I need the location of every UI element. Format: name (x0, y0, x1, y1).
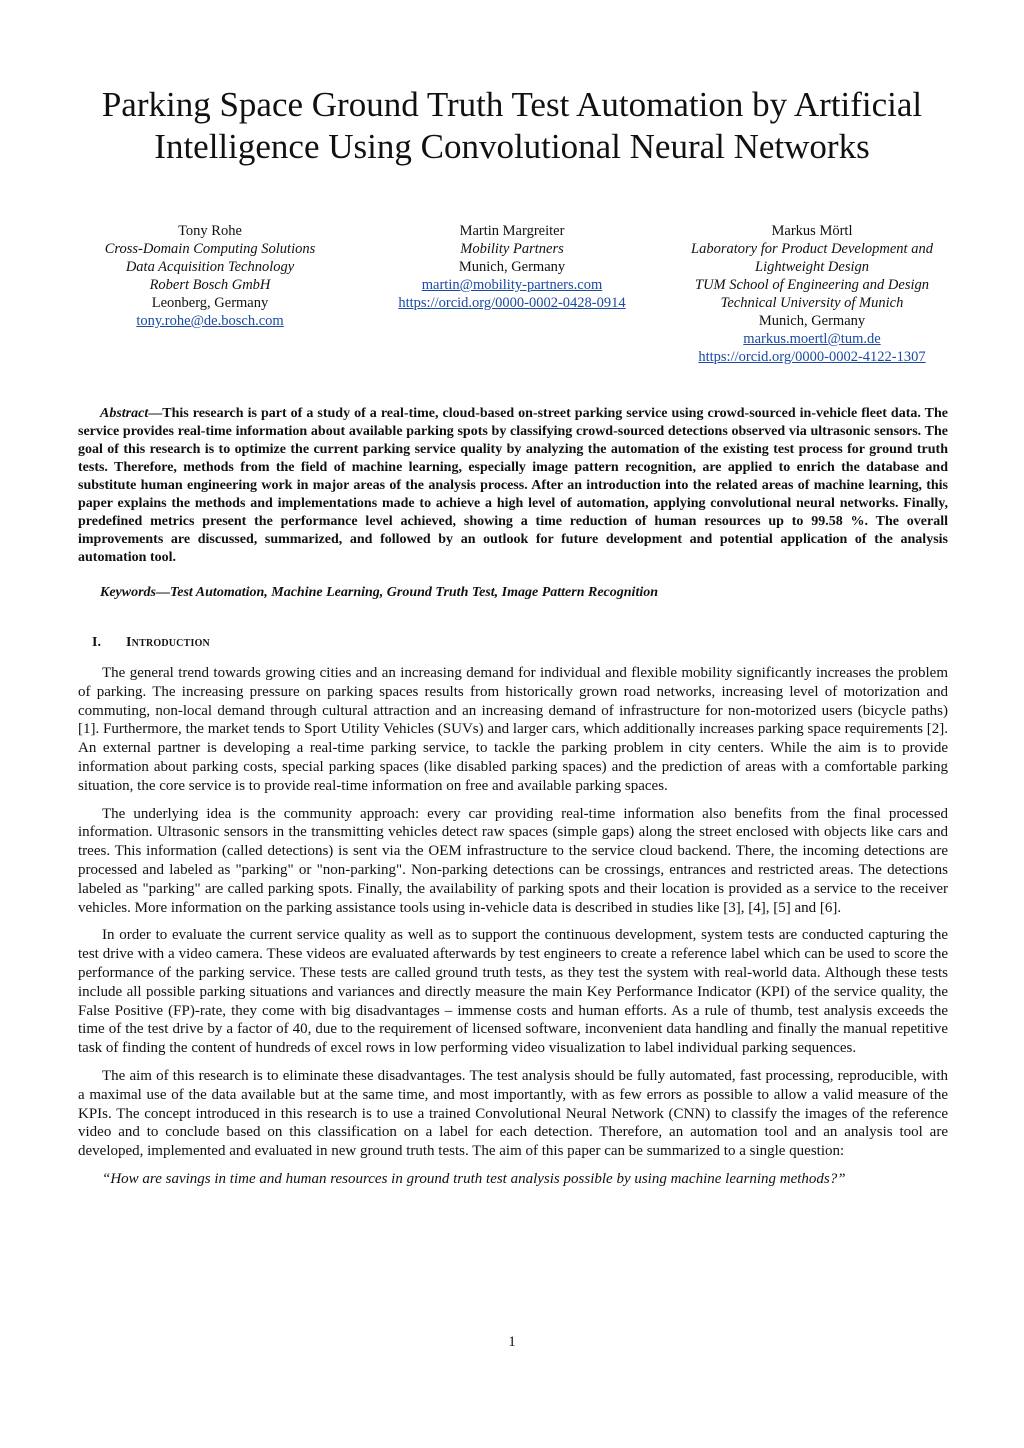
abstract-dash: — (148, 406, 163, 421)
paragraph: In order to evaluate the current service quality as well as to support the continuous development, system tests are conducted capturing the test drive with a video camera. These videos are evaluated afterwards by test engineers to create a reference label which can be used to score the performance of the parking service. These tests are called ground truth tests, as they test the system with real-world data. Although these tests include all possible parking situations and variances and directly measure the main Key Performance Indicator (KPI) of the service quality, the False Positive (FP)-rate, they come with big disadvantages – immense costs and human efforts. As a rule of thumb, test analysis exceeds the time of the test drive by a factor of 40, due to the requirement of licensed software, inconvenient data handling and finally the manual repetitive task of finding the content of hundreds of excel rows in low performing video visualization to label individual parking sequences. (78, 927, 948, 1057)
abstract-lead: Abstract (100, 406, 149, 421)
paper-title: Parking Space Ground Truth Test Automation by Artificial Intelligence Using Convolutional Neural Networks (101, 85, 923, 166)
author-orcid-link[interactable]: https://orcid.org/0000-0002-4122-1307 (698, 349, 926, 365)
research-question: “How are savings in time and human resources in ground truth test analysis possible by using machine learning methods?” (102, 1170, 846, 1187)
author-1 (60, 222, 360, 330)
author-affiliation: Data Acquisition Technology (125, 259, 295, 275)
author-orcid-link[interactable]: https://orcid.org/0000-0002-0428-0914 (398, 295, 626, 311)
page-number: 1 (508, 1334, 516, 1350)
author-location: Munich, Germany (758, 313, 866, 329)
author-email-link[interactable]: martin@mobility-partners.com (421, 277, 603, 293)
author-email-link[interactable]: markus.moertl@tum.de (743, 331, 881, 347)
paragraph: The underlying idea is the community approach: every car providing real-time information also benefits from the final processed information. Ultrasonic sensors in the transmitting vehicles detect raw spaces (simple gaps) along the street enclosed with objects like cars and trees. This information (called detections) is sent via the OEM infrastructure to the service cloud backend. There, the incoming detections are processed and labeled as "parking" or "non-parking". Non-parking detections can be crossings, entrances and restricted areas. The detections labeled as "parking" are called parking spots. Finally, the availability of parking spots and their location is provided as a service to the receiver vehicles. More information on the parking assistance tools using in-vehicle data is described in studies like [3], [4], [5] and [6]. (78, 805, 948, 916)
section-number: I. (92, 635, 101, 650)
author-location: Leonberg, Germany (151, 295, 269, 311)
author-name: Martin Margreiter (459, 223, 565, 239)
paragraph: The aim of this research is to eliminate these disadvantages. The test analysis should be fully automated, fast processing, reproducible, with a maximal use of the data available but at the same time, and most importantly, with as few errors as possible to allow a valid measure of the KPIs. The concept introduced in this research is to use a trained Convolutional Neural Network (CNN) to classify the images of the reference video and to conclude based on this classification on a label for each detection. Therefore, an automation tool and an analysis tool are developed, implemented and evaluated in new ground truth tests. The aim of this paper can be summarized to a single question: (78, 1067, 948, 1160)
author-3 (652, 222, 972, 366)
author-email-link[interactable]: tony.rohe@de.bosch.com (136, 313, 284, 329)
author-affiliation: Technical University of Munich (720, 295, 904, 311)
keywords: Keywords—Test Automation, Machine Learning, Ground Truth Test, Image Pattern Recognition (100, 585, 659, 600)
author-affiliation: Robert Bosch GmbH (149, 277, 271, 293)
author-affiliation: TUM School of Engineering and Design (695, 277, 929, 293)
paragraph: The general trend towards growing cities and an increasing demand for individual and flexible mobility significantly increases the problem of parking. The increasing pressure on parking spaces results from historically grown road networks, increasing level of motorization and commuting, non-local demand through cultural attraction and an increasing demand of infrastructure for non-motorized users (bicycle paths) [1]. Furthermore, the market tends to Sport Utility Vehicles (SUVs) and larger cars, which additionally increases parking space requirements [2]. An external partner is developing a real-time parking service, to tackle the parking problem in city centers. While the aim is to provide information about parking costs, special parking spaces (like disabled parking spaces) and the prediction of areas with a comfortable parking situation, the core service is to provide real-time information on free and available parking spaces. (78, 665, 948, 794)
author-affiliation: Cross-Domain Computing Solutions (104, 241, 316, 257)
abstract (78, 405, 948, 567)
author-name: Markus Mörtl (771, 223, 853, 239)
section-heading (78, 634, 210, 652)
author-affiliation: Mobility Partners (460, 241, 564, 257)
section-title: Introduction (126, 635, 210, 650)
author-affiliation: Laboratory for Product Development and (691, 241, 933, 257)
author-affiliation: Lightweight Design (755, 259, 869, 275)
body-text (78, 664, 948, 1198)
abstract-text: This research is part of a study of a real-time, cloud-based on-street parking service using crowd-sourced in-vehicle fleet data. The service provides real-time information about available parking spots by classifying crowd-sourced detections observed via ultrasonic sensors. The goal of this research is to optimize the current parking service quality by analyzing the automation of the existing test process for ground truth tests. Therefore, methods from the field of machine learning, especially image pattern recognition, are applied to enrich the database and substitute human engineering work in major areas of the analysis process. After an introduction into the related areas of machine learning, this paper explains the methods and implementations made to achieve a high level of automation, applying convolutional neural networks. Finally, predefined metrics present the performance level achieved, showing a time reduction of human resources up to 99.58 %. The overall improvements are discussed, summarized, and followed by an outlook for future development and potential application of the analysis automation tool. (78, 406, 948, 565)
author-name: Tony Rohe (178, 223, 242, 239)
author-2 (362, 222, 662, 312)
author-location: Munich, Germany (458, 259, 566, 275)
